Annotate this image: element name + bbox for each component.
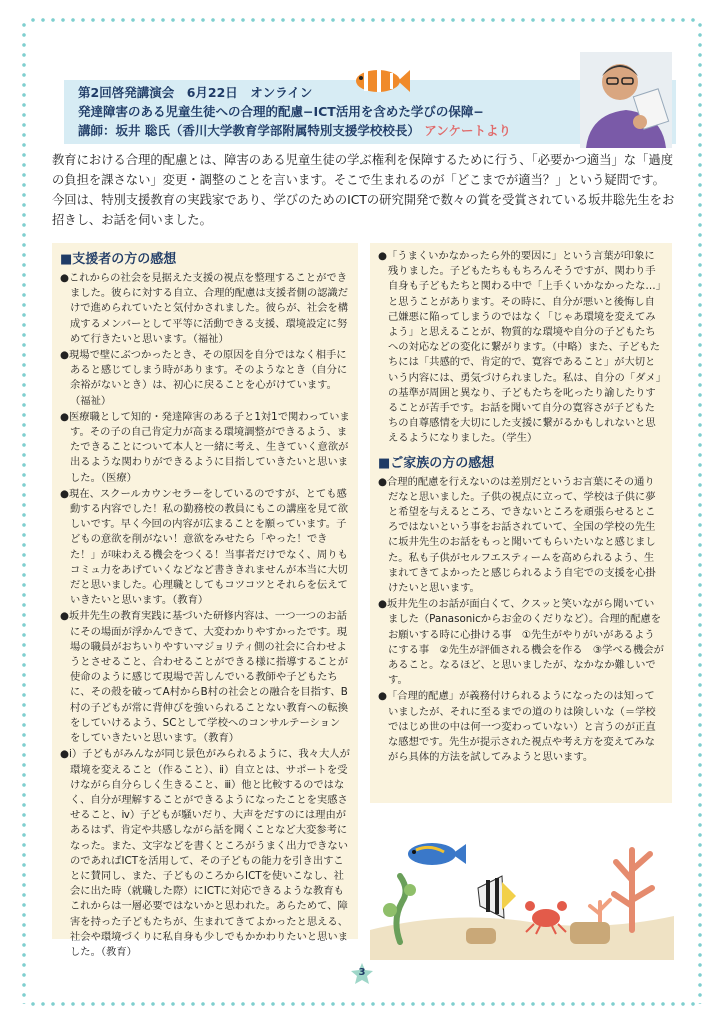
decorative-dots-top — [28, 16, 696, 24]
underwater-scene-illustration — [370, 810, 674, 960]
page-number-badge — [350, 962, 374, 986]
blue-fish-icon — [408, 843, 466, 865]
list-item: ●現在、スクールカウンセラーをしているのですが、とても感動する内容でした！私の勤務校の教員にもこの講座を見て欲しいです。早く今回の内容が広まることを願っています。子どもの意欲を削がない！意欲をみせたら「やった！できた！」が味わえる機会をつくる！当事者だけでなく、周りもコミュ力をあげていくなどなど書ききれませんが本当に大切だと思いました。心理職としてもコツコツとそれらを伝えていきたいと思います。（教育） — [60, 487, 349, 607]
angelfish-icon — [478, 876, 516, 918]
list-item: ●坂井先生のお話が面白くて、クスッと笑いながら聞いていました（Panasonicからお金のくだりなど）。合理的配慮をお願いする時に心掛ける事 ①先生がやりがいがあるようにする事 ②先生が評価される機会を作る ③学べる機会があること。なるほど、と思いましたが、なかなか難しいです。 — [378, 598, 664, 687]
list-item: ●「うまくいかなかったら外的要因に」という言葉が印象に残りました。子どもたちももちろんそうですが、関わり手自身も子どもたちと関わる中で「上手くいかなかったな…」と思うことがあります。その時に、自分が悪いと後悔し自己嫌悪に陥ってしまうのではなく「じゃあ環境を変えてみよう」と思えることが、物質的な環境や自分の子どもたちへの対応などの変化に繋がります。（中略）また、子どもたちには「共感的で、肯定的で、寛容であること」が大切という内容には、勇気づけられました。私は、自分の「ダメ」の基準が周囲と異なり、子どもたちを叱ったり諭したりすることが苦手です。お話を聞いて自分の寛容さが子どもたちの自尊感情を大切にした支援に繋がるかもしれないと思えるようになりました。（学生） — [378, 250, 661, 445]
page-number: 3 — [358, 967, 366, 978]
decorative-dots-bottom — [28, 1000, 696, 1008]
speaker-photo — [580, 52, 672, 148]
speaker-name: 講師：坂井 聡氏（香川大学教育学部附属特別支援学校校長） — [78, 123, 420, 138]
supporters-section-title: ■支援者の方の感想 — [60, 252, 177, 267]
decorative-dots-left — [20, 20, 28, 1004]
list-item: ●医療職として知的・発達障害のある子と1対1で関わっています。その子の自己肯定力が高まる環境調整ができるよう、またできることについて本人と一緒に考え、生きていく意欲が出るような関わりができるように目指していきたいと思いました。（医療） — [60, 410, 350, 484]
clownfish-icon — [350, 64, 412, 98]
family-column — [370, 243, 672, 803]
list-item: ●現場で壁にぶつかったとき、その原因を自分ではなく相手にあると感じてしまう時があります。そのようなとき（自分に余裕がないとき）は、初心に戻ることを心がけています。（福祉） — [60, 349, 348, 407]
coral-icon — [590, 850, 652, 934]
list-item: ●「合理的配慮」が義務付けられるようになったのは知っていましたが、それに至るまでの道のりは険しいな（＝学校ではじめ世の中は何一つ変わっていない）と言うのが正直な感想です。先生が提示された視点や考え方を変えてみながら具体的方法を試してみようと思います。 — [378, 690, 656, 764]
list-item: ●坂井先生の教育実践に基づいた研修内容は、一つ一つのお話にその場面が浮かんできて、大変わかりやすかったです。現場の職員がおちいりやすいマジョリティ側の社会に合わせようとさせること、合わせることができる様に指導することが使命のように感じて現場で苦しんでいる教師や子どもたちに、その殻を破ってA村からB村の社会との融合を目指す、B村の子どもが常に背伸びを強いられることない教育への転換をしていけるよう、SCとして学校へのコンサルテーションをしていきたいと思います。（教育） — [60, 610, 349, 745]
family-section-title: ■ご家族の方の感想 — [378, 455, 495, 471]
list-item: ●ⅰ）子どもがみんなが同じ景色がみられるように、我々大人が環境を変えること（作ること）、ⅱ）自立とは、サポートを受けながら自分らしく生きること、ⅲ）他と比較するのではなく、自分が理解することができるようになったことを実感させること、ⅳ）子どもが騒いだり、大声をだすのには理由があるはず、肯定や共感しながら話を聞くことなど大変参考になった。また、文字などを書くところがうまく出力できないのであればICTを活用して、その子どもの能力を引き出すことに賛同し、また、子どものころからICTを使いこなし、社会に出た時（就職した際）にICTに対応できるような教育もこれからは一層必要ではないかと思われた。あらためて、障害を持った子どもたちが、生まれてきてよかったと思える、社会や環境づくりに私自身も少しでもかかわりたいと思いました。（教育） — [60, 748, 350, 958]
list-item: ●これからの社会を見据えた支援の視点を整理することができました。彼らに対する自立、合理的配慮は支援者側の認識だけで進められていたと気付かされました。彼らが、社会を構成するメンバーとして平等に活動できる支援、環境設定に努めて行きたいと思います。（福祉） — [60, 272, 349, 345]
lecture-speaker-line — [78, 123, 511, 139]
intro-paragraph: 教育における合理的配慮とは、障害のある児童生徒の学ぶ権利を保障するために行う、「必要かつ適当」な「過度の負担を課さない」変更・調整のことを言います。そこで生まれるのが「どこまでが適当？」という疑問です。今回は、特別支援教育の実践家であり、学びのためのICTの研究開発で数々の賞を受賞されている坂井聡先生をお招きし、お話を伺いました。 — [52, 153, 675, 227]
decorative-dots-right — [696, 20, 704, 1004]
lecture-date-line: 第2回啓発講演会 6月22日 オンライン — [78, 85, 313, 100]
lecture-title: 発達障害のある児童生徒への合理的配慮−ICT活用を含めた学びの保障− — [78, 104, 484, 119]
list-item: ●合理的配慮を行えないのは差別だというお言葉にその通りだなと思いました。子供の視点に立って、学校は子供に夢と希望を与えるところ、できないところを頑張らせるところではないという事をお話されていて、全国の学校の先生に坂井先生のお話をもっと聞いてもらいたいなと感じました。私も子供がセルフエスティームを高められるよう、生まれてきてよかったと感じられるよう自宅での支援を心掛けたいと思います。 — [378, 475, 656, 595]
survey-tag: アンケートより — [424, 123, 511, 138]
supporters-column — [52, 243, 358, 958]
